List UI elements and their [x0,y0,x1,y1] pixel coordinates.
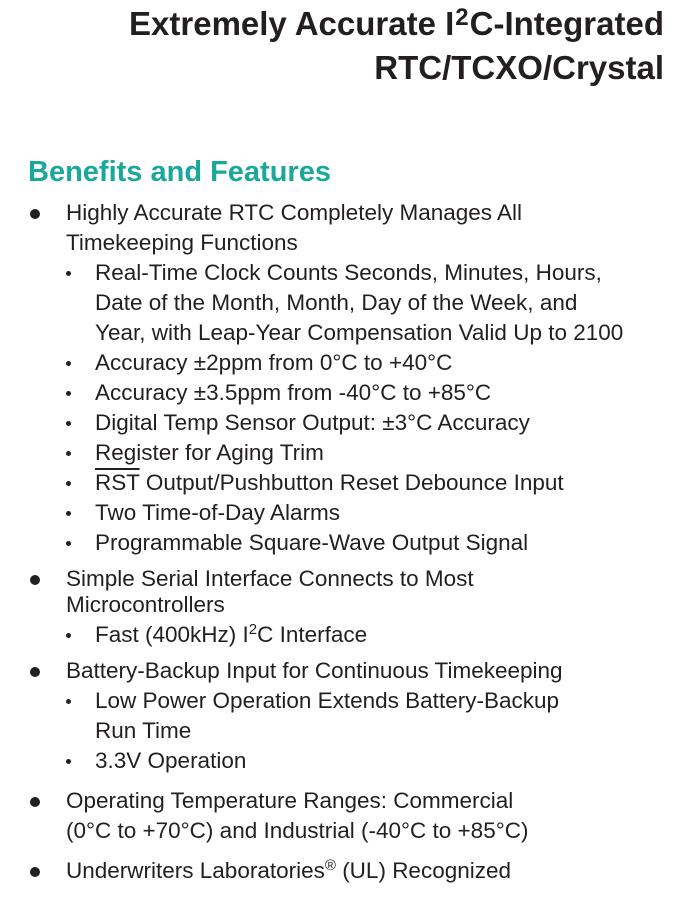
sub-bullet-icon [66,633,71,638]
title-line-1-suffix: C-Integrated [469,5,664,42]
sub-bullet-icon [66,759,71,764]
sub-feature-item [66,746,686,776]
feature-text: Simple Serial Interface Connects to Most [66,566,474,591]
sub-feature-text: Low Power Operation Extends Battery-Backup [95,688,559,713]
feature-text: Highly Accurate RTC Completely Manages All [66,200,523,225]
sub-feature-text: Digital Temp Sensor Output: ±3°C Accuracy [95,410,530,435]
sub-bullet-icon [66,421,71,426]
sub-feature-text: Date of the Month, Month, Day of the Week, and [95,290,578,315]
sub-feature-text: Year, with Leap-Year Compensation Valid Up to 2100 [95,320,624,345]
sub-feature-item [66,498,686,528]
sub-feature-item [66,378,686,408]
features-list [0,198,686,886]
feature-text: Microcontrollers [66,592,225,617]
sub-bullet-icon [66,481,71,486]
sub-bullet-icon [66,451,71,456]
feature-item [0,656,686,776]
feature-text [66,856,686,886]
sub-feature-text [95,620,686,650]
bullet-icon [30,209,40,219]
superscript: 2 [248,621,258,638]
sub-feature-text [95,468,686,498]
title-line-2: RTC/TCXO/Crystal [374,49,664,86]
sub-bullet-icon [66,511,71,516]
sub-bullet-icon [66,271,71,276]
title-line-1-text: Extremely Accurate I [129,5,455,42]
feature-item [0,198,686,558]
sub-feature-text: Run Time [95,718,192,743]
sub-feature-list [66,686,686,776]
document-title [129,2,664,90]
sub-feature-text: Real-Time Clock Counts Seconds, Minutes, Hours, [95,260,602,285]
sub-feature-item [66,468,686,498]
sub-feature-text-rest: Output/Pushbutton Reset Debounce Input [139,470,564,495]
sub-feature-text: Accuracy ±2ppm from 0°C to +40°C [95,350,453,375]
sub-feature-text: Accuracy ±3.5ppm from -40°C to +85°C [95,380,492,405]
sub-feature-list [66,258,686,558]
sub-feature-text: 3.3V Operation [95,748,247,773]
title-line-1 [129,2,664,46]
sub-feature-item [66,408,686,438]
sub-feature-item [66,258,686,348]
sub-feature-item [66,438,686,468]
feature-text: Operating Temperature Ranges: Commercial [66,788,514,813]
feature-text-pre: Underwriters Laboratories [66,858,325,883]
bullet-icon [30,667,40,677]
sub-feature-text: Register for Aging Trim [95,440,324,465]
sub-feature-item [66,620,686,650]
feature-item [0,564,686,650]
bullet-icon [30,575,40,585]
sub-bullet-icon [66,391,71,396]
sub-feature-text-pre: Fast (400kHz) I [95,622,249,647]
section-title: Benefits and Features [28,156,331,188]
sub-bullet-icon [66,361,71,366]
sub-feature-text-post: C Interface [257,622,368,647]
feature-text: (0°C to +70°C) and Industrial (-40°C to +85°C) [66,818,529,843]
sub-feature-list [66,620,686,650]
feature-text: Battery-Backup Input for Continuous Timekeeping [66,658,563,683]
feature-item [0,786,686,846]
feature-text: Timekeeping Functions [66,230,298,255]
sub-feature-item [66,686,686,746]
title-superscript: 2 [455,4,469,31]
sub-feature-item [66,528,686,558]
sub-feature-item [66,348,686,378]
sub-feature-text: Programmable Square-Wave Output Signal [95,530,529,555]
feature-item [0,856,686,886]
sub-feature-text: Two Time-of-Day Alarms [95,500,341,525]
sub-bullet-icon [66,699,71,704]
bullet-icon [30,797,40,807]
sub-bullet-icon [66,541,71,546]
bullet-icon [30,867,40,877]
feature-text-post: (UL) Recognized [335,858,512,883]
registered-mark: ® [324,857,336,874]
rst-signal-name: $\overline{RST}$ [95,470,140,495]
